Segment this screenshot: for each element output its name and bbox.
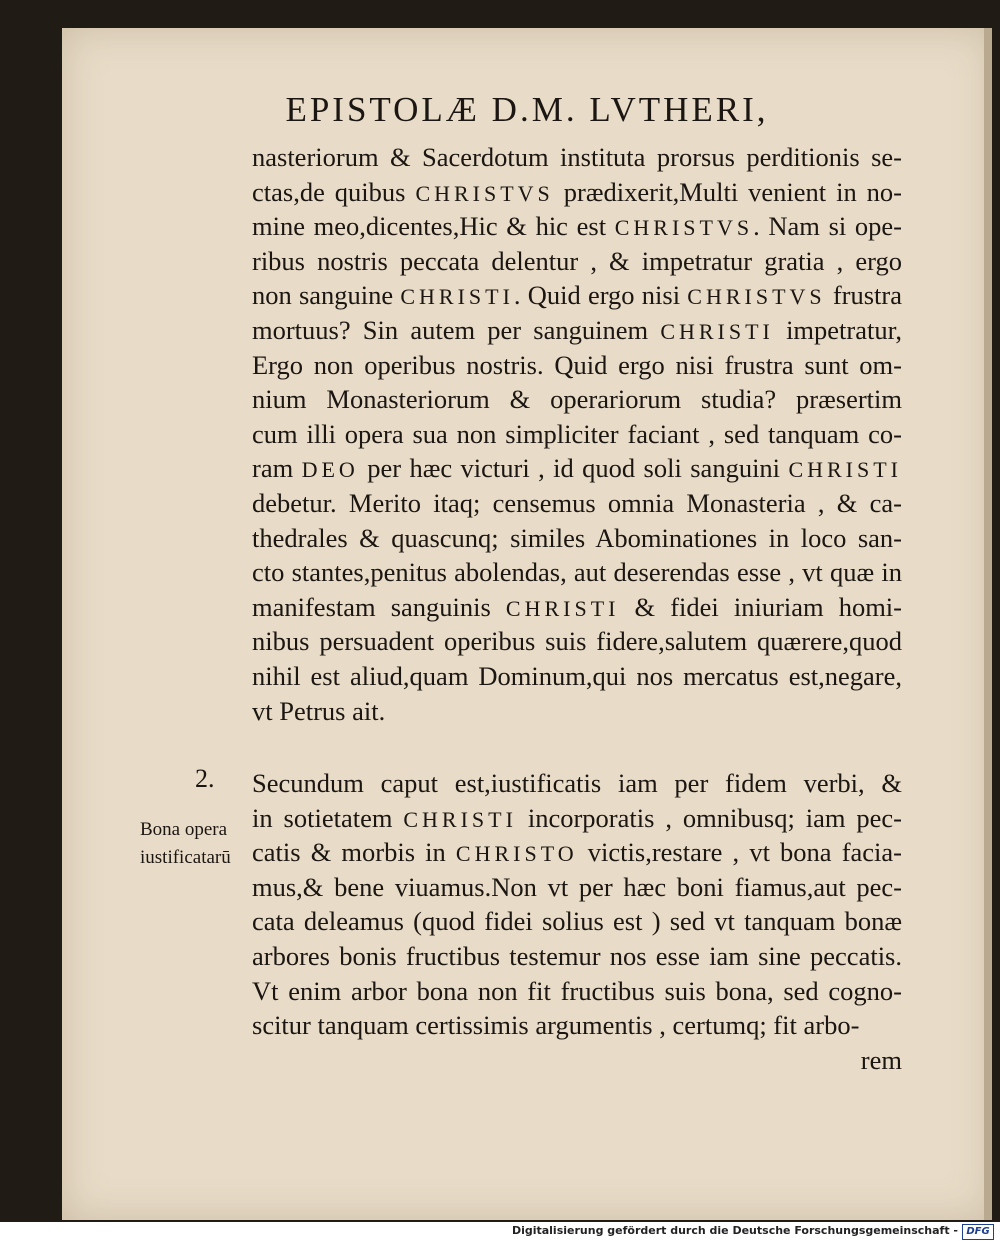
- text-span: ctas,de quibus: [252, 176, 416, 207]
- running-header: EPISTOLÆ D.M. LVTHERI,: [285, 90, 769, 129]
- small-caps-name: CHRISTI: [403, 806, 517, 832]
- text-span: impetratur,: [773, 314, 902, 345]
- text-span: in sotietatem: [252, 802, 404, 833]
- dfg-logo: DFG: [962, 1224, 994, 1240]
- small-caps-name: CHRISTO: [455, 841, 578, 867]
- text-span: catis & morbis in: [252, 837, 456, 868]
- text-span: scitur tanquam certissimis argumentis , certumq; fit arbo-: [252, 1010, 860, 1041]
- text-span: Secundum caput est,iustificatis iam per fidem verbi, &: [252, 768, 902, 799]
- margin-note-line: iustificatarū: [140, 847, 231, 868]
- text-span: cum illi opera sua non simpliciter faciant , sed tanquam co-: [252, 418, 902, 449]
- text-span: nasteriorum & Sacerdotum instituta prorsus perditionis se-: [252, 142, 902, 172]
- text-line: [252, 486, 902, 521]
- text-span: arbores bonis fructibus testemur nos esse iam sine peccatis.: [252, 941, 902, 972]
- page-edge: [984, 28, 992, 1220]
- text-span: incorporatis , omnibusq; iam pec-: [516, 802, 902, 833]
- text-line: [252, 555, 902, 590]
- text-line: [252, 209, 902, 244]
- text-line: [252, 835, 902, 870]
- text-span: manifestam sanguinis: [252, 591, 506, 622]
- small-caps-name: CHRISTVS: [614, 215, 754, 241]
- text-span: Ergo non operibus nostris. Quid ergo nisi frustra sunt om-: [252, 349, 902, 380]
- text-line: [252, 801, 902, 836]
- text-span: cata deleamus (quod fidei solius est ) sed vt tanquam bonæ: [252, 906, 902, 937]
- paragraph-2: [252, 766, 902, 1043]
- small-caps-name: CHRISTI: [660, 318, 774, 344]
- margin-note-line: Bona opera: [140, 819, 228, 840]
- text-span: per hæc victuri , id quod soli sanguini: [358, 453, 789, 484]
- text-line: [252, 244, 902, 279]
- small-caps-name: CHRISTVS: [687, 284, 826, 310]
- text-span: ribus nostris peccata delentur , & impetratur gratia , ergo: [252, 245, 902, 276]
- text-span: nihil est aliud,quam Dominum,qui nos mercatus est,negare,: [252, 660, 902, 691]
- text-span: vt Petrus ait.: [252, 695, 386, 726]
- text-line: [252, 870, 902, 905]
- small-caps-name: DEO: [301, 457, 359, 483]
- small-caps-name: CHRISTI: [788, 457, 902, 483]
- text-line: [252, 1008, 902, 1043]
- text-line: [252, 382, 902, 417]
- text-span: prædixerit,Multi venient in no-: [553, 176, 903, 207]
- text-span: & fidei iniuriam homi-: [619, 591, 902, 622]
- text-span: mus,& bene viuamus.Non vt per hæc boni fiamus,aut pec-: [252, 871, 902, 902]
- text-line: [252, 313, 902, 348]
- text-span: nibus persuadent operibus suis fidere,salutem quærere,quod: [252, 626, 902, 657]
- text-span: nium Monasteriorum & operariorum studia? præsertim: [252, 384, 902, 415]
- text-line: [252, 140, 902, 175]
- text-line: [252, 939, 902, 974]
- small-caps-name: CHRISTI: [400, 284, 514, 310]
- text-line: [252, 278, 902, 313]
- footer-bar: [0, 1222, 1000, 1241]
- body-text: [252, 140, 902, 1077]
- text-span: mine meo,dicentes,Hic & hic est: [252, 211, 615, 242]
- text-line: [252, 904, 902, 939]
- text-line: [252, 694, 902, 729]
- text-span: non sanguine: [252, 280, 401, 311]
- text-line: [252, 521, 902, 556]
- text-span: . Nam si ope-: [753, 211, 903, 242]
- text-span: Vt enim arbor bona non fit fructibus suis bona, sed cogno-: [252, 975, 902, 1006]
- small-caps-name: CHRISTI: [505, 595, 620, 621]
- book-page: [62, 28, 992, 1220]
- section-number: 2.: [195, 764, 215, 793]
- text-span: ram: [252, 453, 302, 484]
- footer-credit: Digitalisierung gefördert durch die Deutsche Forschungsgemeinschaft -: [511, 1224, 958, 1237]
- text-line: [252, 348, 902, 383]
- text-span: mortuus? Sin autem per sanguinem: [252, 314, 661, 345]
- text-span: frustra: [825, 280, 902, 311]
- catchword: rem: [860, 1044, 902, 1075]
- text-line: [252, 659, 902, 694]
- text-span: thedrales & quascunq; similes Abominationes in loco san-: [252, 522, 902, 553]
- text-line: [252, 974, 902, 1009]
- text-line: [252, 590, 902, 625]
- text-line: [252, 417, 902, 452]
- paragraph-gap: [252, 728, 902, 766]
- text-line: [252, 766, 902, 801]
- text-line: [252, 451, 902, 486]
- margin-note: [140, 816, 268, 872]
- text-span: . Quid ergo nisi: [513, 280, 688, 311]
- text-line: [252, 175, 902, 210]
- text-line: [252, 624, 902, 659]
- small-caps-name: CHRISTVS: [415, 180, 554, 206]
- paragraph-1: [252, 140, 902, 728]
- text-span: cto stantes,penitus abolendas, aut deserendas esse , vt quæ in: [252, 557, 902, 588]
- text-span: victis,restare , vt bona facia-: [577, 837, 902, 868]
- text-span: debetur. Merito itaq; censemus omnia Monasteria , & ca-: [252, 487, 902, 518]
